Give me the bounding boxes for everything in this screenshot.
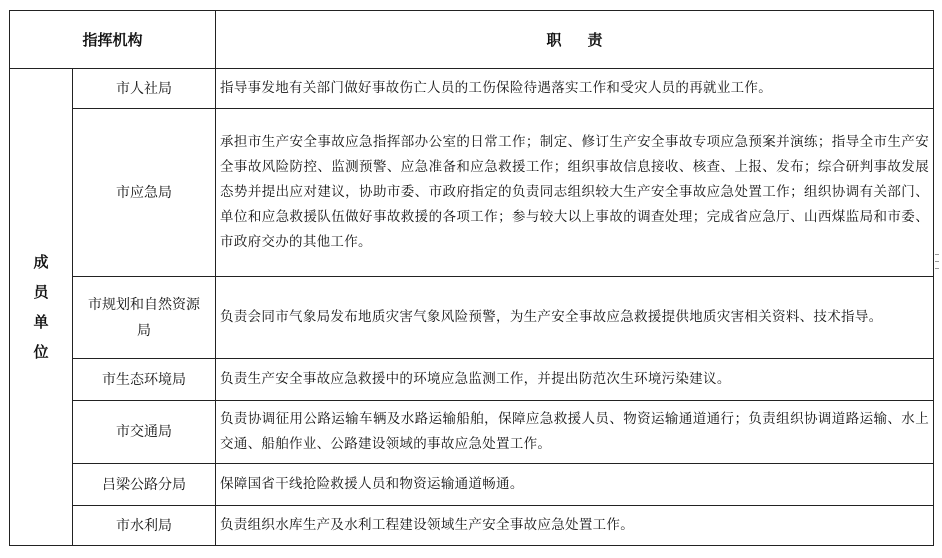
group-char: 员 <box>33 283 49 301</box>
org-duty: 负责协调征用公路运输车辆及水路运输船舶，保障应急救援人员、物资运输通道通行；负责组织协调道路运输、水上交通、船舶作业、公路建设领域的事故应急处置工作。 <box>216 401 934 464</box>
header-org-column <box>10 11 216 69</box>
table-row <box>10 506 934 546</box>
org-name: 吕梁公路分局 <box>73 464 216 506</box>
responsibility-table <box>9 10 934 546</box>
org-duty: 负责生产安全事故应急救援中的环境应急监测工作，并提出防范次生环境污染建议。 <box>216 359 934 401</box>
org-duty: 负责会同市气象局发布地质灾害气象风险预警，为生产安全事故应急救援提供地质灾害相关资料、技术指导。 <box>216 277 934 359</box>
org-name: 市规划和自然资源局 <box>73 277 216 359</box>
header-org-label: 指挥机构 <box>82 31 143 49</box>
org-name: 市应急局 <box>73 109 216 277</box>
table-row <box>10 401 934 464</box>
group-char: 位 <box>33 343 49 361</box>
table-header-row <box>10 11 934 69</box>
page-edge-marker <box>934 248 940 288</box>
header-duty-column <box>216 11 934 69</box>
group-char: 成 <box>33 253 49 271</box>
org-name: 市水利局 <box>73 506 216 546</box>
org-name: 市人社局 <box>73 69 216 109</box>
table-row <box>10 464 934 506</box>
org-duty: 指导事发地有关部门做好事故伤亡人员的工伤保险待遇落实工作和受灾人员的再就业工作。 <box>216 69 934 109</box>
org-duty: 负责组织水库生产及水利工程建设领域生产安全事故应急处置工作。 <box>216 506 934 546</box>
member-units-group-label <box>10 69 73 546</box>
table-row <box>10 277 934 359</box>
group-char: 单 <box>33 313 49 331</box>
org-name: 市交通局 <box>73 401 216 464</box>
header-duty-right: 责 <box>587 31 603 49</box>
table-row <box>10 69 934 109</box>
org-duty: 保障国省干线抢险救援人员和物资运输通道畅通。 <box>216 464 934 506</box>
org-name: 市生态环境局 <box>73 359 216 401</box>
table-row <box>10 109 934 277</box>
org-duty: 承担市生产安全事故应急指挥部办公室的日常工作；制定、修订生产安全事故专项应急预案并演练；指导全市生产安全事故风险防控、监测预警、应急准备和应急救援工作；组织事故信息接收、核查、上报、发布；综合研判事故发展态势并提出应对建议，协助市委、市政府指定的负责同志组织较大生产安全事故应急处置工作；组织协调有关部门、单位和应急救援队伍做好事故救援的各项工作；参与较大以上事故的调查处理；完成省应急厅、山西煤监局和市委、市政府交办的其他工作。 <box>216 109 934 277</box>
table-row <box>10 359 934 401</box>
header-duty-left: 职 <box>546 31 562 49</box>
